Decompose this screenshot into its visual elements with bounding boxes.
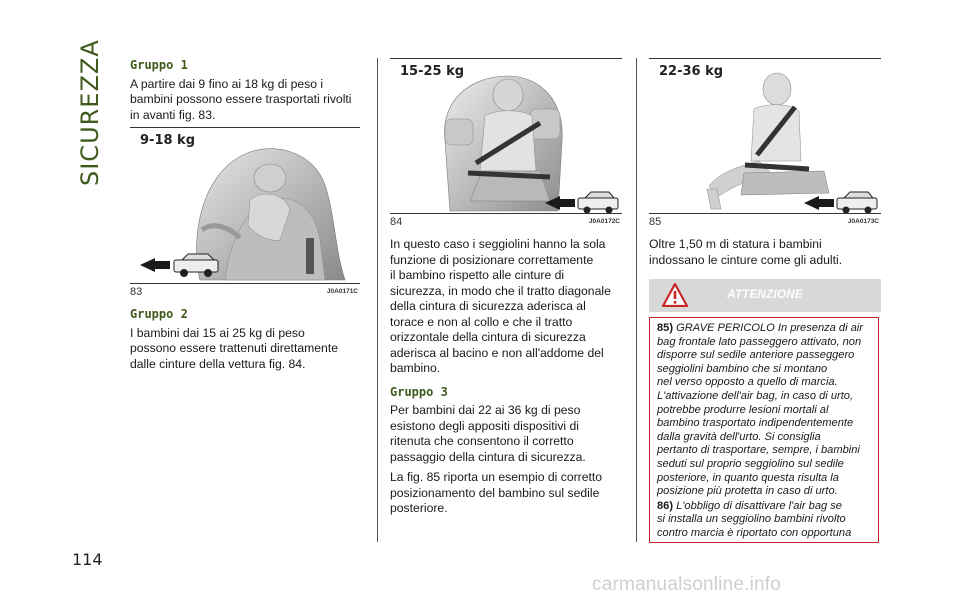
figure-85-weight-label: 22-36 kg xyxy=(659,64,724,79)
warning-note-86 xyxy=(657,500,872,541)
figure-85-code: J0A0173C xyxy=(847,218,879,225)
child-seat-rear-facing-illustration xyxy=(130,130,360,283)
page-number: 114 xyxy=(72,550,103,569)
warning-note-85-text: GRAVE PERICOLO In presenza di air bag frontale lato passeggero attivato, non disporre sul sedile anteriore passeggero seggiolini bambino che si montano nel verso opposto a quello di marcia. L'attivazione dell'air bag, in caso di urto, potrebbe produrre lesioni mortali al bambino trasportato indipendentemente dalla gravità dell'urto. Si consiglia pertanto di trasportare, sempre, i bambini seduti sul proprio seggiolino sul sedile posteriore, in quanto questa risulta la posizione più protetta in caso di urto. xyxy=(657,322,863,498)
warning-note-85-id: 85) xyxy=(657,322,674,334)
column-divider-2 xyxy=(636,58,637,542)
figure-84 xyxy=(390,58,622,228)
warning-header xyxy=(649,279,881,312)
column-2-text xyxy=(390,237,626,522)
warning-note-86-text: L'obbligo di disattivare l'air bag se si installa un seggiolino bambini rivolto contro marcia è riportato con opportuna xyxy=(657,499,852,539)
car-icon xyxy=(837,192,877,213)
section-title: SICUREZZA xyxy=(76,39,104,186)
arrow-left-icon xyxy=(140,258,170,272)
figure-83-image xyxy=(130,130,360,283)
figure-84-image xyxy=(390,61,622,213)
warning-title: ATTENZIONE xyxy=(727,289,803,301)
figure-83 xyxy=(130,127,360,298)
figure-83-weight-label: 9-18 kg xyxy=(140,133,196,148)
column-1-top xyxy=(130,58,365,128)
watermark: carmanualsonline.info xyxy=(592,574,782,595)
arrow-left-icon xyxy=(804,196,834,210)
figure-85-image xyxy=(649,61,881,213)
column-1-bottom xyxy=(130,307,365,377)
figure-83-code: J0A0171C xyxy=(326,288,358,295)
booster-seat-illustration xyxy=(390,61,622,213)
heading-gruppo-1: Gruppo 1 xyxy=(130,58,188,72)
paragraph-seggiolini: In questo caso i seggiolini hanno la sola funzione di posizionare correttamente il bambino rispetto alle cinture di sicurezza, in modo che il tratto diagonale della cintura di sicurezza aderisca al torace e non al collo e che il tratto orizzontale della cintura di sicurezza aderisca al bacino e non all'addome del bambino. xyxy=(390,237,611,375)
paragraph-statura: Oltre 1,50 m di statura i bambini indossano le cinture come gli adulti. xyxy=(649,237,843,267)
belt-positioning-illustration xyxy=(649,61,881,213)
paragraph-gruppo-2: I bambini dai 15 ai 25 kg di peso possono essere trattenuti direttamente dalle cinture della vettura fig. 84. xyxy=(130,325,338,371)
car-icon xyxy=(578,192,618,213)
paragraph-fig-85: La fig. 85 riporta un esempio di corretto posizionamento del bambino sul sedile posteriore. xyxy=(390,470,603,515)
paragraph-gruppo-3: Per bambini dai 22 ai 36 kg di peso esistono degli appositi dispositivi di ritenuta che consentono il corretto passaggio della cintura di sicurezza. xyxy=(390,403,586,464)
warning-note-86-id: 86) xyxy=(657,499,674,512)
heading-gruppo-3: Gruppo 3 xyxy=(390,384,448,399)
figure-83-number: 83 xyxy=(130,286,143,298)
heading-gruppo-2: Gruppo 2 xyxy=(130,307,188,321)
warning-box xyxy=(649,317,879,543)
column-divider-1 xyxy=(377,58,378,542)
warning-note-85 xyxy=(657,322,872,499)
column-3-text xyxy=(649,237,885,273)
car-icon xyxy=(174,254,218,277)
figure-84-number: 84 xyxy=(390,216,403,228)
paragraph-gruppo-1: A partire dai 9 fino ai 18 kg di peso i bambini possono essere trasportati rivolti in avanti fig. 83. xyxy=(130,76,352,122)
figure-84-weight-label: 15-25 kg xyxy=(400,64,465,79)
figure-85 xyxy=(649,58,881,228)
figure-85-number: 85 xyxy=(649,216,662,228)
figure-84-code: J0A0172C xyxy=(588,218,620,225)
